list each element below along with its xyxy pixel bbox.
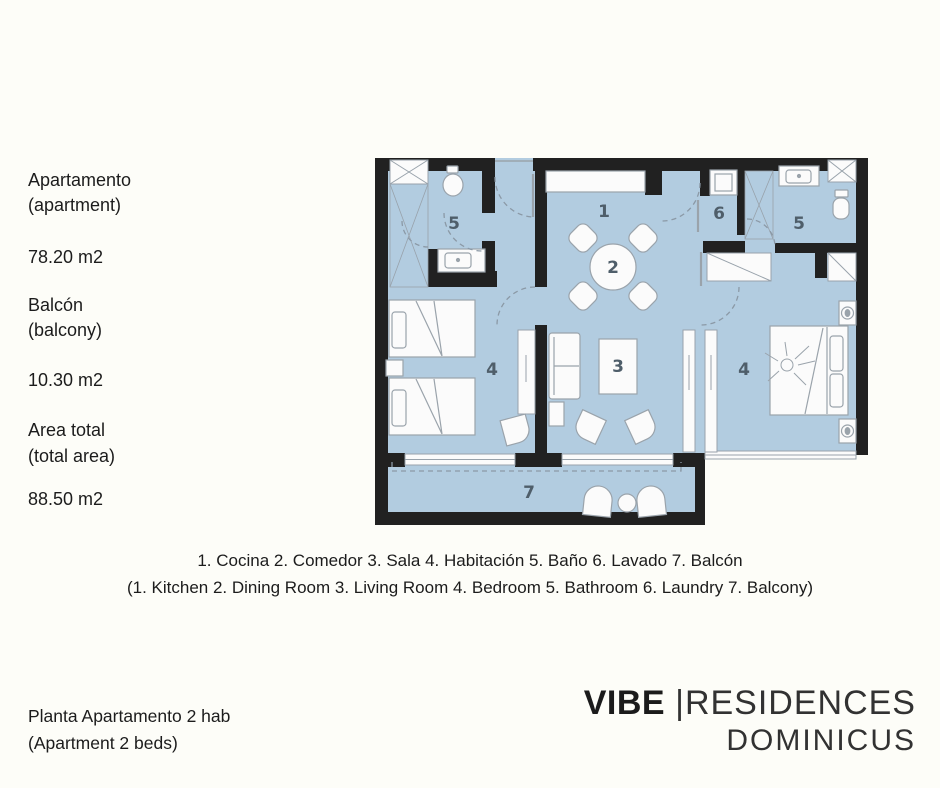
room-label-dining: 2 xyxy=(607,258,619,278)
wardrobe-strip-living xyxy=(683,330,695,452)
washer xyxy=(710,170,737,195)
legend-english: (1. Kitchen 2. Dining Room 3. Living Room 4. Bedroom 5. Bathroom 6. Laundry 7. Balcony) xyxy=(126,578,814,597)
balcony-table xyxy=(618,494,636,512)
plan-caption-english: (Apartment 2 beds) xyxy=(28,733,178,753)
twin-bed-2 xyxy=(389,378,475,435)
room-label-living: 3 xyxy=(612,357,624,377)
room-label-bath-left: 5 xyxy=(448,214,460,234)
x-closet-top-right xyxy=(828,160,856,182)
stat-balcony-sublabel: (balcony) xyxy=(28,320,103,340)
floor-plan xyxy=(370,155,875,530)
stat-total-value: 88.50 m2 xyxy=(28,489,104,509)
logo-name: VIBE xyxy=(583,684,666,722)
wardrobe-box-1 xyxy=(707,253,771,281)
nightstand-right-bottom xyxy=(839,419,856,443)
stat-total-sublabel: (total area) xyxy=(28,446,116,466)
toilet-right xyxy=(833,190,849,219)
sink-left xyxy=(438,249,485,272)
legend-spanish: 1. Cocina 2. Comedor 3. Sala 4. Habitación 5. Baño 6. Lavado 7. Balcón xyxy=(197,551,743,570)
logo-line1 xyxy=(584,686,916,720)
room-label-bedroom-right: 4 xyxy=(738,360,750,380)
stat-apartment-value: 78.20 m2 xyxy=(28,247,104,267)
stat-balcony-value: 10.30 m2 xyxy=(28,370,104,390)
stat-total-label: Area total xyxy=(28,420,106,440)
logo-divider: | xyxy=(675,684,684,722)
room-label-bedroom-left: 4 xyxy=(486,360,498,380)
sink-right xyxy=(779,166,819,186)
entry-opening xyxy=(495,158,533,171)
room-label-balcony: 7 xyxy=(523,483,535,503)
plan-caption-spanish: Planta Apartamento 2 hab xyxy=(28,706,231,726)
wardrobe-box-2 xyxy=(828,253,856,281)
wardrobe-bedroom-left xyxy=(518,330,535,414)
logo-suffix: RESIDENCES xyxy=(684,684,916,722)
wardrobe-strip-bedroom-right xyxy=(705,330,717,452)
nightstand-right-top xyxy=(839,301,856,325)
double-bed xyxy=(765,326,848,415)
room-label-laundry: 6 xyxy=(713,204,725,224)
side-table xyxy=(549,402,564,426)
logo-line2: DOMINICUS xyxy=(726,724,916,757)
nightstand-left xyxy=(386,360,403,376)
x-closet-top-left xyxy=(390,160,428,184)
brand-logo xyxy=(584,686,916,756)
room-label-kitchen: 1 xyxy=(598,202,610,222)
stat-apartment-sublabel: (apartment) xyxy=(28,195,122,215)
stat-balcony-label: Balcón xyxy=(28,295,84,315)
room-label-bath-right: 5 xyxy=(793,214,805,234)
kitchen-counter xyxy=(546,171,645,192)
twin-bed-1 xyxy=(389,300,475,357)
stat-apartment-label: Apartamento xyxy=(28,170,132,190)
sofa xyxy=(549,333,580,399)
